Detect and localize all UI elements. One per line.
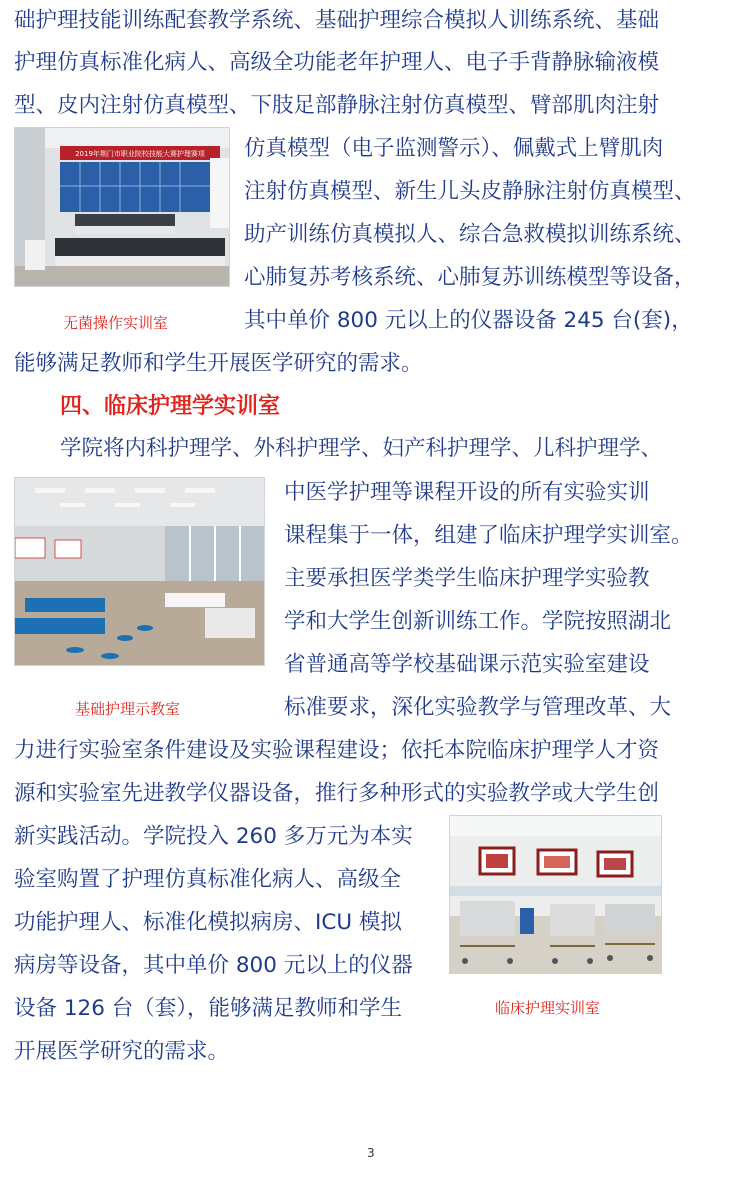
text-line: 仿真模型（电子监测警示）、佩戴式上臂肌肉 xyxy=(244,136,664,161)
text-line: 病房等设备，其中单价 800 元以上的仪器 xyxy=(14,953,413,978)
section-heading: 四、临床护理学实训室 xyxy=(60,394,281,419)
text-line: 验室购置了护理仿真标准化病人、高级全 xyxy=(14,867,402,892)
caption-clinical-nursing-room: 临床护理实训室 xyxy=(495,999,601,1017)
text-line: 学院将内科护理学、外科护理学、妇产科护理学、儿科护理学、 xyxy=(60,436,663,461)
text-line: 心肺复苏考核系统、心肺复苏训练模型等设备， xyxy=(244,265,696,290)
text-line: 新实践活动。学院投入 260 多万元为本实 xyxy=(14,824,413,849)
text-line: 省普通高等学校基础课示范实验室建设 xyxy=(284,652,650,677)
photo-aseptic-lab xyxy=(14,127,230,287)
photo-basic-nursing-room xyxy=(14,477,265,666)
text-line: 础护理技能训练配套教学系统、基础护理综合模拟人训练系统、基础 xyxy=(14,8,660,33)
page-number: 3 xyxy=(367,1146,375,1160)
classroom-illustration xyxy=(15,478,264,665)
text-line: 课程集于一体，组建了临床护理学实训室。 xyxy=(284,523,693,548)
text-line: 力进行实验室条件建设及实验课程建设；依托本院临床护理学人才资 xyxy=(14,738,660,763)
lab-illustration xyxy=(15,128,229,286)
text-line: 中医学护理等课程开设的所有实验实训 xyxy=(284,480,650,505)
caption-basic-nursing-room: 基础护理示教室 xyxy=(75,700,181,718)
text-line: 主要承担医学类学生临床护理学实验教 xyxy=(284,566,650,591)
text-line: 注射仿真模型、新生儿头皮静脉注射仿真模型、 xyxy=(244,179,696,204)
text-line: 其中单价 800 元以上的仪器设备 245 台(套)， xyxy=(244,308,693,333)
text-line: 源和实验室先进教学仪器设备，推行多种形式的实验教学或大学生创 xyxy=(14,781,660,806)
photo-clinical-nursing-room xyxy=(449,815,662,974)
text-line: 设备 126 台（套），能够满足教师和学生 xyxy=(14,996,402,1021)
text-line: 能够满足教师和学生开展医学研究的需求。 xyxy=(14,351,423,376)
text-line: 标准要求，深化实验教学与管理改革、大 xyxy=(284,695,672,720)
text-line: 功能护理人、标准化模拟病房、ICU 模拟 xyxy=(14,910,402,935)
text-line: 开展医学研究的需求。 xyxy=(14,1039,230,1064)
ward-illustration xyxy=(450,816,661,973)
text-line: 助产训练仿真模拟人、综合急救模拟训练系统、 xyxy=(244,222,696,247)
text-line: 型、皮内注射仿真模型、下肢足部静脉注射仿真模型、臂部肌肉注射 xyxy=(14,93,660,118)
text-line: 护理仿真标准化病人、高级全功能老年护理人、电子手背静脉输液模 xyxy=(14,50,660,75)
photo-banner-text: 2019年荆门市职业院校技能大赛护理赛项 xyxy=(75,150,205,158)
text-line: 学和大学生创新训练工作。学院按照湖北 xyxy=(284,609,672,634)
caption-aseptic-lab: 无菌操作实训室 xyxy=(63,314,169,332)
